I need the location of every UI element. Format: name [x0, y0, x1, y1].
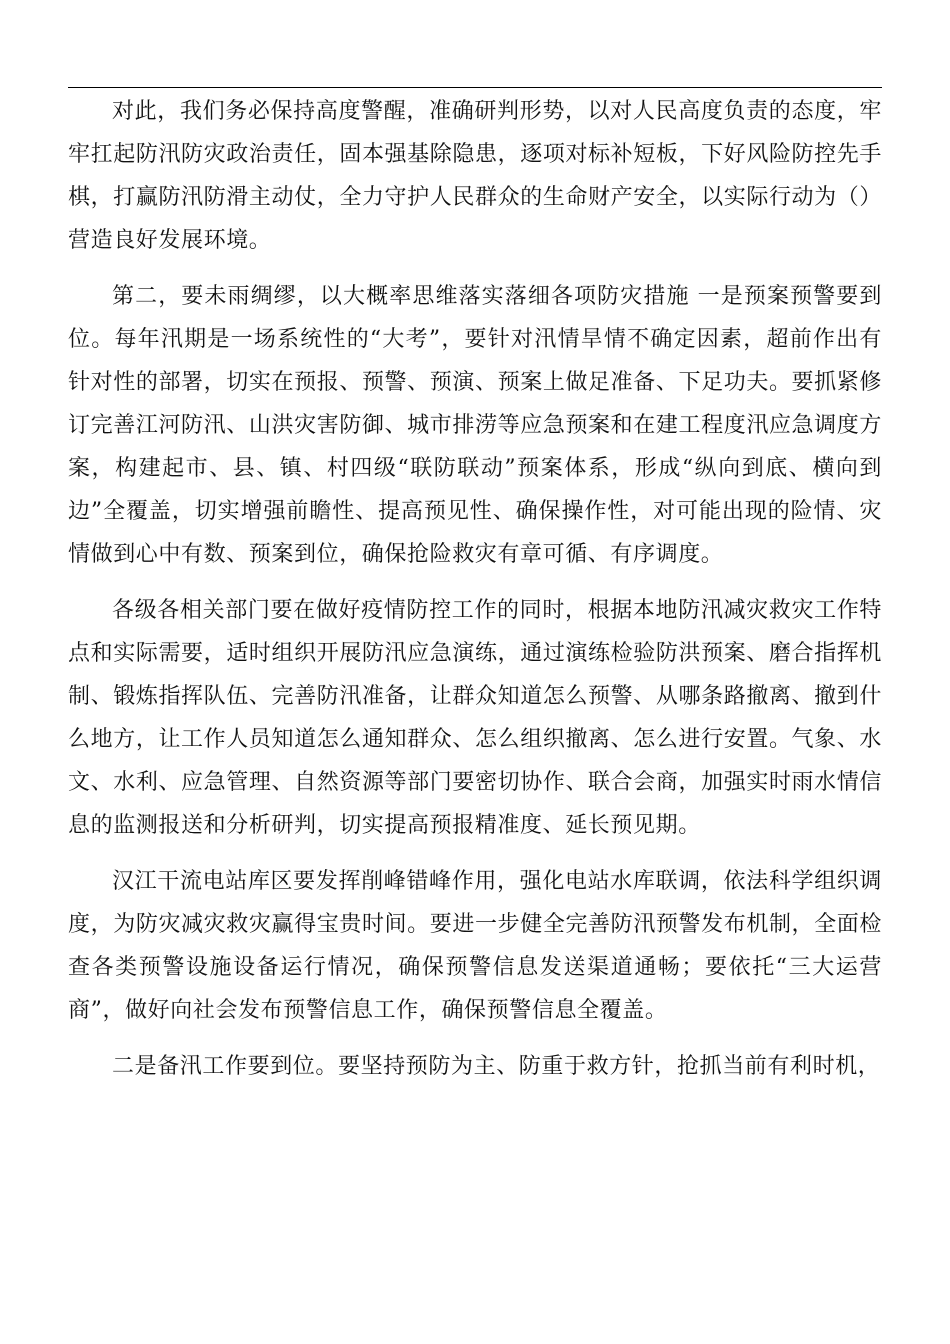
- paragraph-4: 汉江干流电站库区要发挥削峰错峰作用，强化电站水库联调，依法科学组织调度，为防灾减灾救灾赢得宝贵时间。要进一步健全完善防汛预警发布机制，全面检查各类预警设施设备运行情况，确保预警信息发送渠道通畅；要依托“三大运营商”，做好向社会发布预警信息工作，确保预警信息全覆盖。: [68, 869, 882, 1023]
- paragraph-1: 对此，我们务必保持高度警醒，准确研判形势，以对人民高度负责的态度，牢牢扛起防汛防灾政治责任，固本强基除隐患，逐项对标补短板，下好风险防控先手棋，打赢防汛防滑主动仗，全力守护人民群众的生命财产安全，以实际行动为（）营造良好发展环境。: [68, 99, 882, 253]
- header-rule: [68, 87, 882, 88]
- paragraph-5: 二是备汛工作要到位。要坚持预防为主、防重于救方针，抢抓当前有利时机，: [112, 1054, 881, 1079]
- document-body: [68, 90, 882, 1101]
- paragraph-2: 第二，要未雨绸缪，以大概率思维落实落细各项防灾措施 一是预案预警要到位。每年汛期是一场系统性的“大考”，要针对汛情旱情不确定因素，超前作出有针对性的部署，切实在预报、预警、预演、预案上做足准备、下足功夫。要抓紧修订完善江河防汛、山洪灾害防御、城市排涝等应急预案和在建工程度汛应急调度方案，构建起市、县、镇、村四级“联防联动”预案体系，形成“纵向到底、横向到边”全覆盖，切实增强前瞻性、提高预见性、确保操作性，对可能出现的险情、灾情做到心中有数、预案到位，确保抢险救灾有章可循、有序调度。: [68, 284, 882, 567]
- paragraph-3: 各级各相关部门要在做好疫情防控工作的同时，根据本地防汛减灾救灾工作特点和实际需要，适时组织开展防汛应急演练，通过演练检验防洪预案、磨合指挥机制、锻炼指挥队伍、完善防汛准备，让群众知道怎么预警、从哪条路撤离、撤到什么地方，让工作人员知道怎么通知群众、怎么组织撤离、怎么进行安置。气象、水文、水利、应急管理、自然资源等部门要密切协作、联合会商，加强实时雨水情信息的监测报送和分析研判，切实提高预报精准度、延长预见期。: [68, 598, 882, 838]
